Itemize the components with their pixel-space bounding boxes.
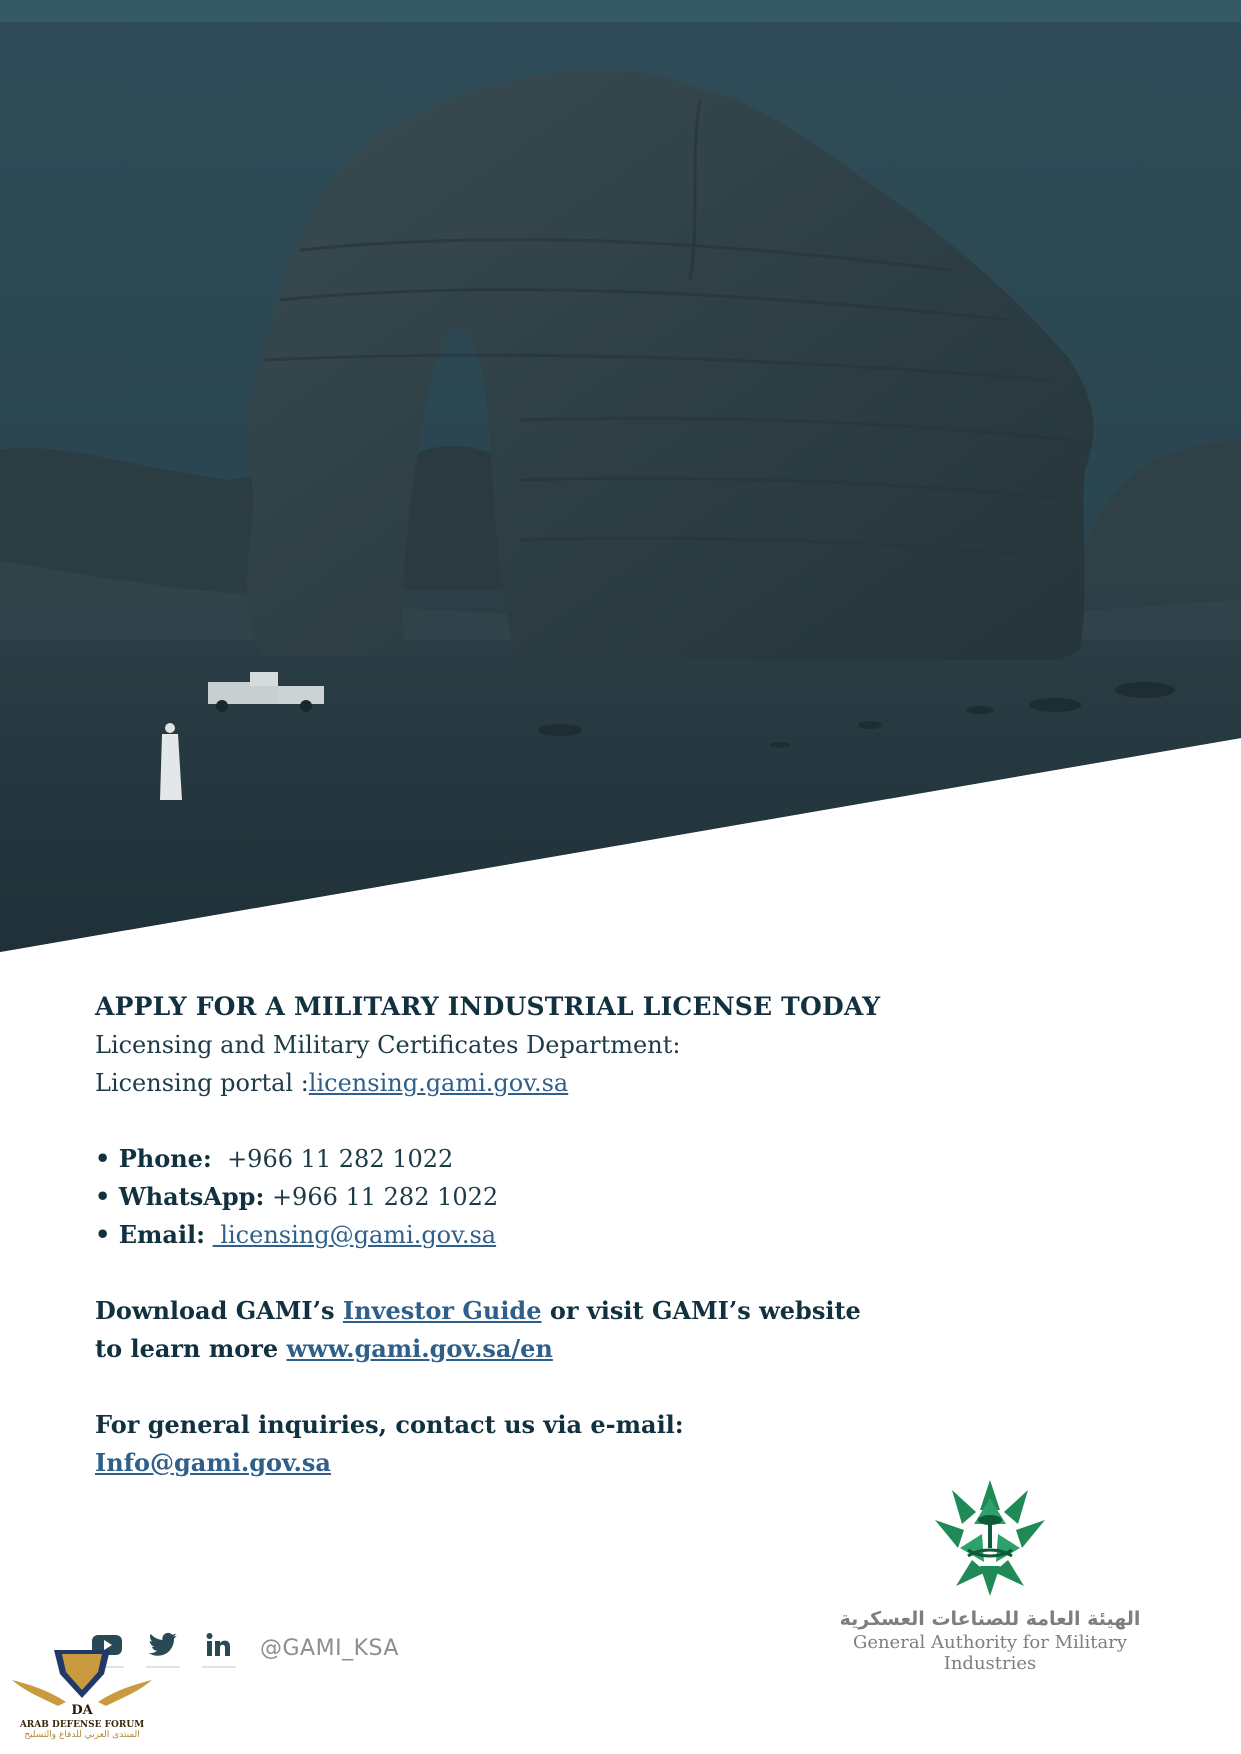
gami-arabic-name: الهيئة العامة للصناعات العسكرية — [839, 1608, 1141, 1630]
download-line — [95, 1292, 895, 1330]
email-label: Email: — [118, 1220, 206, 1249]
website-link[interactable]: www.gami.gov.sa/en — [286, 1334, 553, 1363]
phone-value: +966 11 282 1022 — [227, 1145, 454, 1173]
arab-defense-forum-watermark — [8, 1640, 156, 1752]
forum-monogram: DA — [71, 1703, 93, 1718]
portal-link[interactable]: licensing.gami.gov.sa — [308, 1069, 569, 1097]
learn-more-text: to learn more — [95, 1334, 287, 1363]
forum-emblem-icon — [8, 1640, 156, 1718]
forum-english: ARAB DEFENSE FORUM — [19, 1720, 145, 1730]
learn-more-line — [95, 1330, 895, 1368]
phone-line — [95, 1140, 895, 1178]
info-email-link[interactable]: Info@gami.gov.sa — [95, 1448, 331, 1477]
linkedin-icon[interactable] — [202, 1628, 236, 1668]
portal-label: Licensing portal : — [95, 1069, 309, 1097]
department-name: Licensing and Military Certificates Department: — [95, 1031, 681, 1059]
phone-label: Phone: — [118, 1144, 212, 1173]
download-prefix: Download GAMI’s — [95, 1296, 343, 1325]
investor-guide-link[interactable]: Investor Guide — [342, 1296, 542, 1325]
bullet: • — [95, 1182, 119, 1211]
social-handle: @GAMI_KSA — [260, 1635, 399, 1661]
gami-english-name: General Authority for Military Industries — [852, 1632, 1128, 1674]
email-line — [95, 1216, 895, 1254]
forum-arabic: المنتدى العربي للدفاع والتسليح — [24, 1730, 140, 1740]
inquiries-text: For general inquiries, contact us via e-mail: — [95, 1410, 684, 1439]
contact-section — [95, 988, 895, 1482]
whatsapp-value: +966 11 282 1022 — [271, 1183, 499, 1211]
gami-logo — [820, 1480, 1160, 1674]
info-email-line — [95, 1444, 895, 1482]
whatsapp-line — [95, 1178, 895, 1216]
bullet: • — [95, 1144, 119, 1173]
email-link[interactable]: licensing@gami.gov.sa — [212, 1221, 497, 1249]
page-heading: APPLY FOR A MILITARY INDUSTRIAL LICENSE TODAY — [95, 992, 881, 1021]
gami-emblem-icon — [920, 1480, 1060, 1600]
whatsapp-label: WhatsApp: — [118, 1182, 265, 1211]
portal-line — [95, 1064, 895, 1102]
bullet: • — [95, 1220, 119, 1249]
download-mid: or visit GAMI’s website — [541, 1296, 861, 1325]
